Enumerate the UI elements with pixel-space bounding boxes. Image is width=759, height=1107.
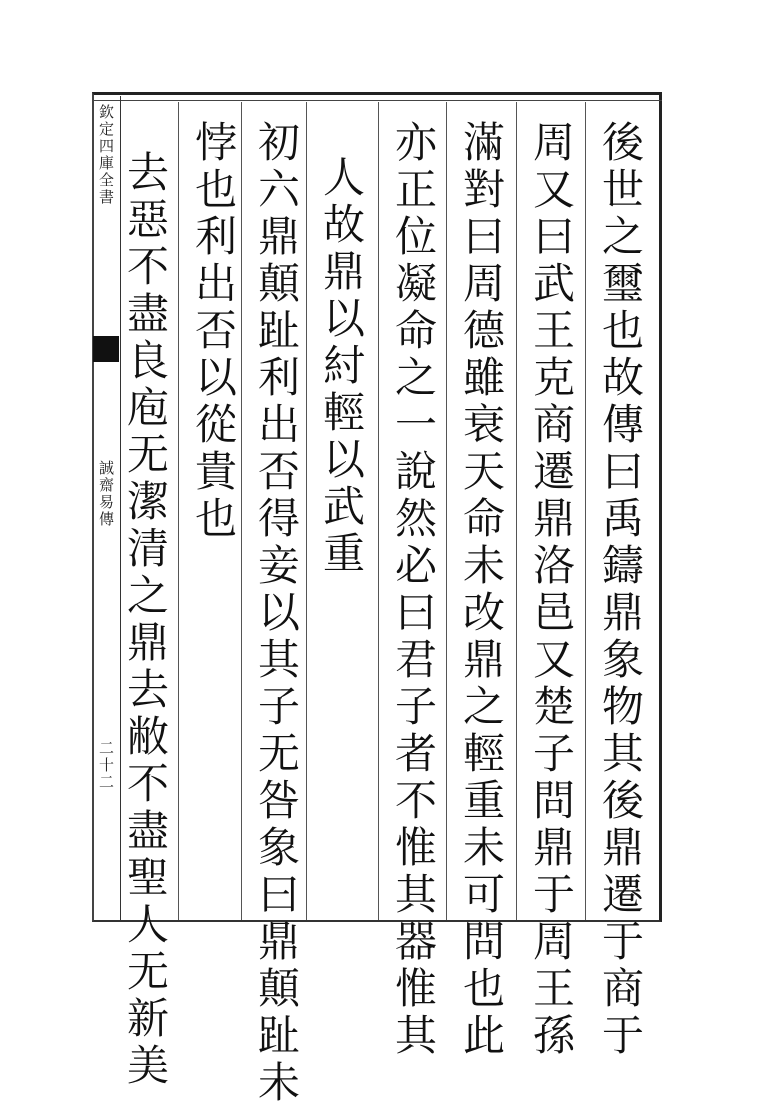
margin-book-collection-title: 欽定四庫全書 (97, 104, 115, 206)
fishtail-mark (93, 336, 119, 362)
text-column-5: 人故鼎以紂輕以武重 (317, 155, 366, 578)
column-rule (178, 102, 179, 920)
text-column-8: 去惡不盡良庖无潔清之鼎去敝不盡聖人无新美 (121, 150, 170, 1090)
margin-page-number: 二十二 (97, 740, 115, 791)
column-rule (306, 102, 307, 920)
text-column-7: 悖也利出否以從貴也 (189, 120, 238, 543)
frame-inner-rule (92, 100, 662, 101)
column-rule (378, 102, 379, 920)
column-rule (241, 102, 242, 920)
column-rule (516, 102, 517, 920)
margin-book-title: 誠齋易傳 (97, 460, 115, 528)
text-column-6: 初六鼎顛趾利出否得妾以其子无咎象曰鼎顛趾未 (252, 120, 301, 1107)
column-rule (446, 102, 447, 920)
text-column-4: 亦正位凝命之一說然必曰君子者不惟其器惟其 (389, 120, 438, 1060)
text-column-2: 周又曰武王克商遷鼎洛邑又楚子問鼎于周王孫 (527, 120, 576, 1060)
text-column-1: 後世之璽也故傳曰禹鑄鼎象物其後鼎遷于商于 (596, 120, 645, 1060)
column-rule (585, 102, 586, 920)
text-column-3: 滿對曰周德雖衰天命未改鼎之輕重未可問也此 (457, 120, 506, 1060)
